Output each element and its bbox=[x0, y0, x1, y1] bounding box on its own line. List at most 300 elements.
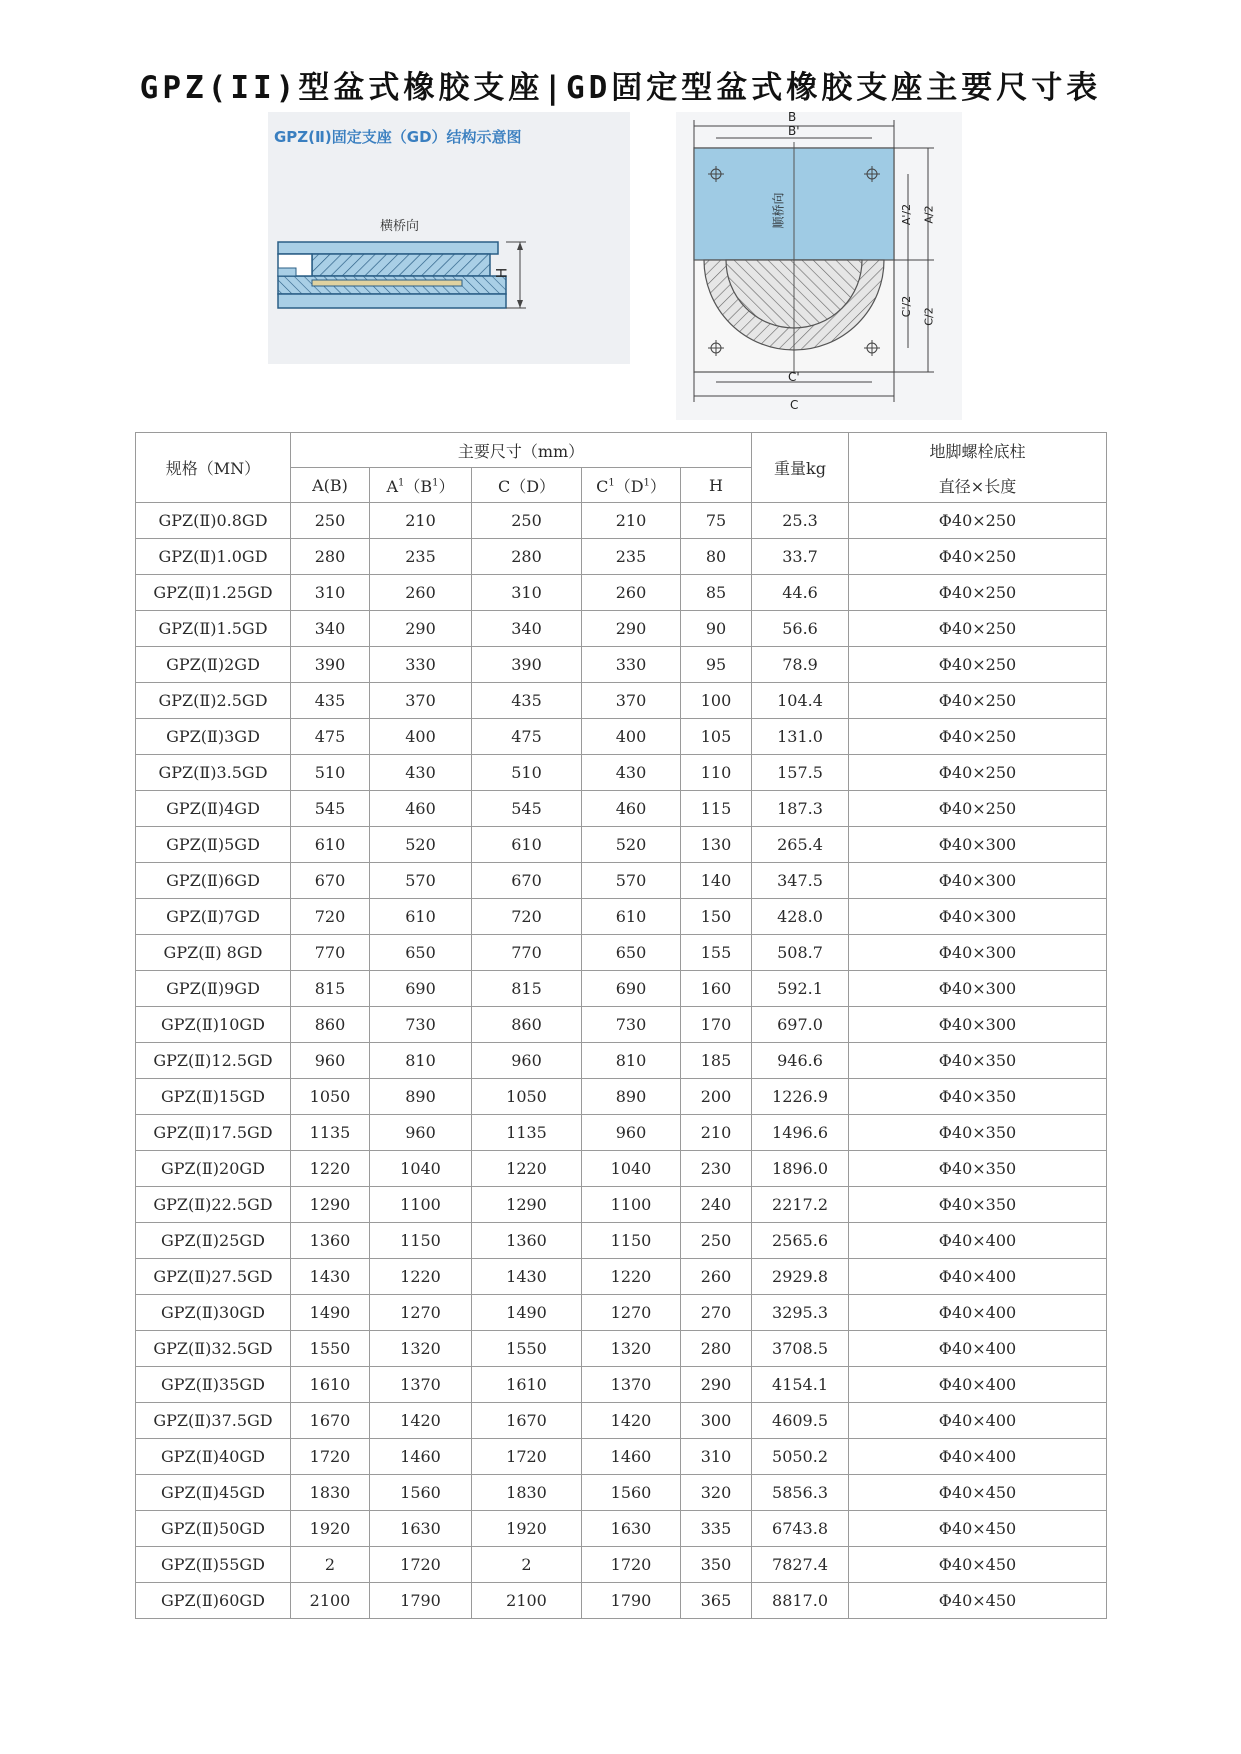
cell-h: 300 bbox=[681, 1403, 752, 1439]
cell-spec: GPZ(Ⅱ)50GD bbox=[136, 1511, 291, 1547]
cell-c: 2100 bbox=[472, 1583, 582, 1619]
cell-c1: 1790 bbox=[582, 1583, 681, 1619]
cell-a1: 810 bbox=[370, 1043, 472, 1079]
cell-weight: 3295.3 bbox=[752, 1295, 849, 1331]
cell-c: 720 bbox=[472, 899, 582, 935]
header-col-c: C（D） bbox=[472, 468, 582, 503]
cell-spec: GPZ(Ⅱ)17.5GD bbox=[136, 1115, 291, 1151]
cell-h: 155 bbox=[681, 935, 752, 971]
cell-anchor: Φ40×450 bbox=[849, 1583, 1107, 1619]
cell-weight: 697.0 bbox=[752, 1007, 849, 1043]
cell-a: 545 bbox=[291, 791, 370, 827]
cell-anchor: Φ40×400 bbox=[849, 1403, 1107, 1439]
cell-h: 320 bbox=[681, 1475, 752, 1511]
cell-weight: 265.4 bbox=[752, 827, 849, 863]
header-anchor-bolt bbox=[849, 433, 1107, 503]
cell-h: 250 bbox=[681, 1223, 752, 1259]
header-col-h: H bbox=[681, 468, 752, 503]
cell-a1: 1790 bbox=[370, 1583, 472, 1619]
dim-c-half-label: C/2 bbox=[922, 307, 936, 326]
cell-anchor: Φ40×450 bbox=[849, 1547, 1107, 1583]
cell-anchor: Φ40×250 bbox=[849, 755, 1107, 791]
cell-a: 1830 bbox=[291, 1475, 370, 1511]
cell-a: 1610 bbox=[291, 1367, 370, 1403]
cell-c1: 650 bbox=[582, 935, 681, 971]
cell-weight: 592.1 bbox=[752, 971, 849, 1007]
cell-c: 545 bbox=[472, 791, 582, 827]
cell-c: 510 bbox=[472, 755, 582, 791]
cell-c: 280 bbox=[472, 539, 582, 575]
cell-spec: GPZ(Ⅱ)10GD bbox=[136, 1007, 291, 1043]
cell-anchor: Φ40×300 bbox=[849, 971, 1107, 1007]
cell-c1: 570 bbox=[582, 863, 681, 899]
cell-spec: GPZ(Ⅱ)32.5GD bbox=[136, 1331, 291, 1367]
cell-c1: 1270 bbox=[582, 1295, 681, 1331]
cell-anchor: Φ40×400 bbox=[849, 1223, 1107, 1259]
dim-b1-label: B' bbox=[788, 124, 800, 138]
cell-c1: 1370 bbox=[582, 1367, 681, 1403]
cell-a1: 400 bbox=[370, 719, 472, 755]
cell-h: 230 bbox=[681, 1151, 752, 1187]
cell-spec: GPZ(Ⅱ)37.5GD bbox=[136, 1403, 291, 1439]
header-weight: 重量kg bbox=[752, 433, 849, 503]
table-row bbox=[136, 1115, 1107, 1151]
cell-anchor: Φ40×250 bbox=[849, 575, 1107, 611]
cell-c: 1430 bbox=[472, 1259, 582, 1295]
cell-spec: GPZ(Ⅱ)1.5GD bbox=[136, 611, 291, 647]
cell-h: 210 bbox=[681, 1115, 752, 1151]
cell-c1: 1040 bbox=[582, 1151, 681, 1187]
cell-weight: 187.3 bbox=[752, 791, 849, 827]
cell-c1: 330 bbox=[582, 647, 681, 683]
cell-a: 1135 bbox=[291, 1115, 370, 1151]
cell-c: 860 bbox=[472, 1007, 582, 1043]
table-row bbox=[136, 1259, 1107, 1295]
cell-a1: 330 bbox=[370, 647, 472, 683]
cell-anchor: Φ40×400 bbox=[849, 1367, 1107, 1403]
transverse-direction-label: 横桥向 bbox=[380, 219, 420, 234]
cell-c: 1360 bbox=[472, 1223, 582, 1259]
cell-c1: 730 bbox=[582, 1007, 681, 1043]
cell-a1: 210 bbox=[370, 503, 472, 539]
cell-a: 1360 bbox=[291, 1223, 370, 1259]
table-row bbox=[136, 1403, 1107, 1439]
cell-spec: GPZ(Ⅱ)60GD bbox=[136, 1583, 291, 1619]
cell-h: 260 bbox=[681, 1259, 752, 1295]
cell-a1: 1720 bbox=[370, 1547, 472, 1583]
cell-c: 475 bbox=[472, 719, 582, 755]
cell-a: 1550 bbox=[291, 1331, 370, 1367]
cell-a: 1430 bbox=[291, 1259, 370, 1295]
header-main-dimensions: 主要尺寸（mm） bbox=[291, 433, 752, 468]
cell-spec: GPZ(Ⅱ)40GD bbox=[136, 1439, 291, 1475]
cell-c1: 1630 bbox=[582, 1511, 681, 1547]
cell-c: 610 bbox=[472, 827, 582, 863]
cell-h: 85 bbox=[681, 575, 752, 611]
dim-c-label: C bbox=[790, 398, 799, 412]
cell-weight: 7827.4 bbox=[752, 1547, 849, 1583]
cell-h: 240 bbox=[681, 1187, 752, 1223]
cell-anchor: Φ40×250 bbox=[849, 719, 1107, 755]
cell-c: 310 bbox=[472, 575, 582, 611]
cell-h: 110 bbox=[681, 755, 752, 791]
cell-c1: 1560 bbox=[582, 1475, 681, 1511]
cell-a: 1050 bbox=[291, 1079, 370, 1115]
cell-spec: GPZ(Ⅱ)45GD bbox=[136, 1475, 291, 1511]
header-anchor-line1: 地脚螺栓底柱 bbox=[929, 441, 1026, 461]
cell-a1: 1150 bbox=[370, 1223, 472, 1259]
cell-anchor: Φ40×350 bbox=[849, 1187, 1107, 1223]
cell-c: 1550 bbox=[472, 1331, 582, 1367]
cell-anchor: Φ40×450 bbox=[849, 1475, 1107, 1511]
cell-a: 510 bbox=[291, 755, 370, 791]
cell-spec: GPZ(Ⅱ)22.5GD bbox=[136, 1187, 291, 1223]
cell-c1: 610 bbox=[582, 899, 681, 935]
cell-spec: GPZ(Ⅱ)1.0GD bbox=[136, 539, 291, 575]
cell-a: 610 bbox=[291, 827, 370, 863]
table-row bbox=[136, 791, 1107, 827]
cell-c1: 290 bbox=[582, 611, 681, 647]
table-row bbox=[136, 647, 1107, 683]
cell-c1: 1460 bbox=[582, 1439, 681, 1475]
cell-a1: 235 bbox=[370, 539, 472, 575]
cell-a1: 370 bbox=[370, 683, 472, 719]
cell-spec: GPZ(Ⅱ) 8GD bbox=[136, 935, 291, 971]
cell-weight: 131.0 bbox=[752, 719, 849, 755]
cell-c1: 810 bbox=[582, 1043, 681, 1079]
page-title: GPZ(II)型盆式橡胶支座|GD固定型盆式橡胶支座主要尺寸表 bbox=[139, 70, 1102, 106]
cell-c: 1830 bbox=[472, 1475, 582, 1511]
cell-anchor: Φ40×300 bbox=[849, 827, 1107, 863]
cell-c: 1670 bbox=[472, 1403, 582, 1439]
cell-a1: 290 bbox=[370, 611, 472, 647]
cell-a: 860 bbox=[291, 1007, 370, 1043]
cell-spec: GPZ(Ⅱ)12.5GD bbox=[136, 1043, 291, 1079]
cell-spec: GPZ(Ⅱ)5GD bbox=[136, 827, 291, 863]
cell-a: 815 bbox=[291, 971, 370, 1007]
table-row bbox=[136, 1187, 1107, 1223]
cell-weight: 104.4 bbox=[752, 683, 849, 719]
table-row bbox=[136, 1079, 1107, 1115]
cell-a1: 650 bbox=[370, 935, 472, 971]
cell-h: 290 bbox=[681, 1367, 752, 1403]
dim-c1-half-label: C'/2 bbox=[900, 295, 914, 318]
cell-anchor: Φ40×250 bbox=[849, 611, 1107, 647]
cell-a1: 1560 bbox=[370, 1475, 472, 1511]
cell-h: 95 bbox=[681, 647, 752, 683]
table-row bbox=[136, 1007, 1107, 1043]
cell-anchor: Φ40×400 bbox=[849, 1259, 1107, 1295]
cell-spec: GPZ(Ⅱ)20GD bbox=[136, 1151, 291, 1187]
cell-weight: 2217.2 bbox=[752, 1187, 849, 1223]
header-col-a1: $A^1(B^1)$ bbox=[370, 468, 472, 503]
cell-a1: 460 bbox=[370, 791, 472, 827]
cell-h: 75 bbox=[681, 503, 752, 539]
cell-spec: GPZ(Ⅱ)2GD bbox=[136, 647, 291, 683]
cell-anchor: Φ40×350 bbox=[849, 1115, 1107, 1151]
table-row bbox=[136, 755, 1107, 791]
cell-a: 280 bbox=[291, 539, 370, 575]
cell-c: 2 bbox=[472, 1547, 582, 1583]
cell-a1: 890 bbox=[370, 1079, 472, 1115]
cell-h: 140 bbox=[681, 863, 752, 899]
cell-spec: GPZ(Ⅱ)35GD bbox=[136, 1367, 291, 1403]
cell-a: 390 bbox=[291, 647, 370, 683]
cell-c: 1135 bbox=[472, 1115, 582, 1151]
cell-anchor: Φ40×250 bbox=[849, 683, 1107, 719]
cell-weight: 33.7 bbox=[752, 539, 849, 575]
cell-h: 200 bbox=[681, 1079, 752, 1115]
cell-h: 100 bbox=[681, 683, 752, 719]
cell-c: 1290 bbox=[472, 1187, 582, 1223]
table-row bbox=[136, 1547, 1107, 1583]
cell-anchor: Φ40×450 bbox=[849, 1511, 1107, 1547]
cell-weight: 5050.2 bbox=[752, 1439, 849, 1475]
cell-weight: 56.6 bbox=[752, 611, 849, 647]
cell-spec: GPZ(Ⅱ)27.5GD bbox=[136, 1259, 291, 1295]
cell-c1: 235 bbox=[582, 539, 681, 575]
table-row bbox=[136, 863, 1107, 899]
table-row bbox=[136, 971, 1107, 1007]
cell-spec: GPZ(Ⅱ)1.25GD bbox=[136, 575, 291, 611]
table-row bbox=[136, 539, 1107, 575]
cell-anchor: Φ40×250 bbox=[849, 539, 1107, 575]
dim-c1-label: C' bbox=[788, 370, 800, 384]
table-row bbox=[136, 683, 1107, 719]
cell-h: 310 bbox=[681, 1439, 752, 1475]
cell-weight: 25.3 bbox=[752, 503, 849, 539]
cell-c: 390 bbox=[472, 647, 582, 683]
cell-spec: GPZ(Ⅱ)9GD bbox=[136, 971, 291, 1007]
cell-h: 335 bbox=[681, 1511, 752, 1547]
cell-spec: GPZ(Ⅱ)55GD bbox=[136, 1547, 291, 1583]
cell-a1: 1460 bbox=[370, 1439, 472, 1475]
cell-a1: 1320 bbox=[370, 1331, 472, 1367]
cell-a: 960 bbox=[291, 1043, 370, 1079]
cell-weight: 1896.0 bbox=[752, 1151, 849, 1187]
structure-diagram-transverse bbox=[268, 112, 630, 364]
cell-c: 1610 bbox=[472, 1367, 582, 1403]
cell-c1: 400 bbox=[582, 719, 681, 755]
cell-a1: 1270 bbox=[370, 1295, 472, 1331]
cell-a: 720 bbox=[291, 899, 370, 935]
cell-c: 435 bbox=[472, 683, 582, 719]
cell-a1: 1420 bbox=[370, 1403, 472, 1439]
dim-b-label: B bbox=[788, 110, 797, 124]
cell-anchor: Φ40×400 bbox=[849, 1295, 1107, 1331]
cell-a1: 1040 bbox=[370, 1151, 472, 1187]
cell-c1: 1420 bbox=[582, 1403, 681, 1439]
dimension-table bbox=[135, 432, 1107, 1619]
cell-anchor: Φ40×400 bbox=[849, 1331, 1107, 1367]
cell-a1: 260 bbox=[370, 575, 472, 611]
table-row bbox=[136, 1475, 1107, 1511]
cell-weight: 1226.9 bbox=[752, 1079, 849, 1115]
cell-spec: GPZ(Ⅱ)0.8GD bbox=[136, 503, 291, 539]
cell-anchor: Φ40×250 bbox=[849, 791, 1107, 827]
table-row bbox=[136, 1223, 1107, 1259]
cell-c1: 1320 bbox=[582, 1331, 681, 1367]
table-row bbox=[136, 1295, 1107, 1331]
cell-spec: GPZ(Ⅱ)30GD bbox=[136, 1295, 291, 1331]
cell-c1: 430 bbox=[582, 755, 681, 791]
cell-c: 340 bbox=[472, 611, 582, 647]
cell-a1: 1370 bbox=[370, 1367, 472, 1403]
cell-anchor: Φ40×250 bbox=[849, 503, 1107, 539]
cell-weight: 4609.5 bbox=[752, 1403, 849, 1439]
cell-weight: 946.6 bbox=[752, 1043, 849, 1079]
cell-anchor: Φ40×350 bbox=[849, 1151, 1107, 1187]
cell-a1: 610 bbox=[370, 899, 472, 935]
cell-anchor: Φ40×350 bbox=[849, 1079, 1107, 1115]
cell-h: 80 bbox=[681, 539, 752, 575]
cell-anchor: Φ40×400 bbox=[849, 1439, 1107, 1475]
diagram-caption: GPZ(Ⅱ)固定支座（GD）结构示意图 bbox=[274, 128, 522, 146]
cell-a1: 730 bbox=[370, 1007, 472, 1043]
cell-weight: 428.0 bbox=[752, 899, 849, 935]
cell-weight: 157.5 bbox=[752, 755, 849, 791]
cell-c: 815 bbox=[472, 971, 582, 1007]
header-col-c1: $C^1(D^1)$ bbox=[582, 468, 681, 503]
table-row bbox=[136, 935, 1107, 971]
cell-a: 2 bbox=[291, 1547, 370, 1583]
cell-a1: 960 bbox=[370, 1115, 472, 1151]
cell-h: 170 bbox=[681, 1007, 752, 1043]
height-dimension-label: H bbox=[494, 267, 511, 279]
table-row bbox=[136, 503, 1107, 539]
cell-a: 770 bbox=[291, 935, 370, 971]
header-col-a: A(B) bbox=[291, 468, 370, 503]
cell-a: 670 bbox=[291, 863, 370, 899]
cell-c: 1490 bbox=[472, 1295, 582, 1331]
cell-c: 250 bbox=[472, 503, 582, 539]
cell-weight: 6743.8 bbox=[752, 1511, 849, 1547]
cell-a: 475 bbox=[291, 719, 370, 755]
structure-diagram-plan bbox=[676, 112, 962, 420]
cell-spec: GPZ(Ⅱ)2.5GD bbox=[136, 683, 291, 719]
cell-spec: GPZ(Ⅱ)25GD bbox=[136, 1223, 291, 1259]
cell-a: 250 bbox=[291, 503, 370, 539]
table-row bbox=[136, 1583, 1107, 1619]
cell-a: 1720 bbox=[291, 1439, 370, 1475]
cell-h: 185 bbox=[681, 1043, 752, 1079]
cell-c1: 690 bbox=[582, 971, 681, 1007]
cell-h: 130 bbox=[681, 827, 752, 863]
dim-a-half-label: A/2 bbox=[922, 205, 936, 224]
cell-spec: GPZ(Ⅱ)6GD bbox=[136, 863, 291, 899]
cell-a: 1920 bbox=[291, 1511, 370, 1547]
table-body bbox=[136, 503, 1107, 1619]
cell-c1: 960 bbox=[582, 1115, 681, 1151]
cell-a1: 690 bbox=[370, 971, 472, 1007]
cell-anchor: Φ40×300 bbox=[849, 935, 1107, 971]
cell-anchor: Φ40×300 bbox=[849, 1007, 1107, 1043]
cell-weight: 5856.3 bbox=[752, 1475, 849, 1511]
cell-weight: 78.9 bbox=[752, 647, 849, 683]
cell-weight: 2565.6 bbox=[752, 1223, 849, 1259]
cell-c1: 370 bbox=[582, 683, 681, 719]
cell-a: 1290 bbox=[291, 1187, 370, 1223]
cell-anchor: Φ40×300 bbox=[849, 899, 1107, 935]
cell-a: 340 bbox=[291, 611, 370, 647]
cell-weight: 347.5 bbox=[752, 863, 849, 899]
table-row bbox=[136, 1331, 1107, 1367]
cell-c1: 210 bbox=[582, 503, 681, 539]
cell-h: 105 bbox=[681, 719, 752, 755]
cell-a: 310 bbox=[291, 575, 370, 611]
cell-c1: 1720 bbox=[582, 1547, 681, 1583]
cell-c1: 1150 bbox=[582, 1223, 681, 1259]
cell-c1: 1100 bbox=[582, 1187, 681, 1223]
cell-h: 90 bbox=[681, 611, 752, 647]
cell-spec: GPZ(Ⅱ)3.5GD bbox=[136, 755, 291, 791]
cell-anchor: Φ40×350 bbox=[849, 1043, 1107, 1079]
cell-weight: 4154.1 bbox=[752, 1367, 849, 1403]
cell-weight: 2929.8 bbox=[752, 1259, 849, 1295]
cell-c: 1050 bbox=[472, 1079, 582, 1115]
cell-anchor: Φ40×300 bbox=[849, 863, 1107, 899]
cell-h: 365 bbox=[681, 1583, 752, 1619]
cell-c: 960 bbox=[472, 1043, 582, 1079]
cell-c: 670 bbox=[472, 863, 582, 899]
cell-c1: 1220 bbox=[582, 1259, 681, 1295]
cell-a1: 430 bbox=[370, 755, 472, 791]
cell-spec: GPZ(Ⅱ)7GD bbox=[136, 899, 291, 935]
table-row bbox=[136, 1151, 1107, 1187]
longitudinal-direction-label: 顺桥向 bbox=[771, 192, 786, 229]
cell-weight: 44.6 bbox=[752, 575, 849, 611]
cell-weight: 1496.6 bbox=[752, 1115, 849, 1151]
header-spec: 规格（MN） bbox=[136, 433, 291, 503]
cell-a1: 1220 bbox=[370, 1259, 472, 1295]
cell-c1: 460 bbox=[582, 791, 681, 827]
cell-c: 770 bbox=[472, 935, 582, 971]
cell-weight: 508.7 bbox=[752, 935, 849, 971]
cell-a: 435 bbox=[291, 683, 370, 719]
cell-h: 270 bbox=[681, 1295, 752, 1331]
cell-c: 1220 bbox=[472, 1151, 582, 1187]
cell-anchor: Φ40×250 bbox=[849, 647, 1107, 683]
table-row bbox=[136, 1367, 1107, 1403]
dim-a1-half-label: A'/2 bbox=[900, 203, 914, 226]
table-row bbox=[136, 611, 1107, 647]
cell-a1: 520 bbox=[370, 827, 472, 863]
cell-h: 150 bbox=[681, 899, 752, 935]
cell-a: 2100 bbox=[291, 1583, 370, 1619]
cell-a: 1670 bbox=[291, 1403, 370, 1439]
table-row bbox=[136, 1439, 1107, 1475]
cell-h: 160 bbox=[681, 971, 752, 1007]
table-row bbox=[136, 899, 1107, 935]
table-row bbox=[136, 827, 1107, 863]
cell-h: 280 bbox=[681, 1331, 752, 1367]
cell-c: 1920 bbox=[472, 1511, 582, 1547]
cell-weight: 8817.0 bbox=[752, 1583, 849, 1619]
cell-a1: 1630 bbox=[370, 1511, 472, 1547]
cell-spec: GPZ(Ⅱ)4GD bbox=[136, 791, 291, 827]
cell-c1: 890 bbox=[582, 1079, 681, 1115]
cell-spec: GPZ(Ⅱ)3GD bbox=[136, 719, 291, 755]
bearing-plan-drawing bbox=[676, 112, 962, 420]
table-row bbox=[136, 1043, 1107, 1079]
table-row bbox=[136, 1511, 1107, 1547]
table-row bbox=[136, 719, 1107, 755]
table-row bbox=[136, 575, 1107, 611]
cell-a1: 570 bbox=[370, 863, 472, 899]
cell-c1: 260 bbox=[582, 575, 681, 611]
bearing-section-drawing bbox=[268, 112, 630, 364]
cell-weight: 3708.5 bbox=[752, 1331, 849, 1367]
